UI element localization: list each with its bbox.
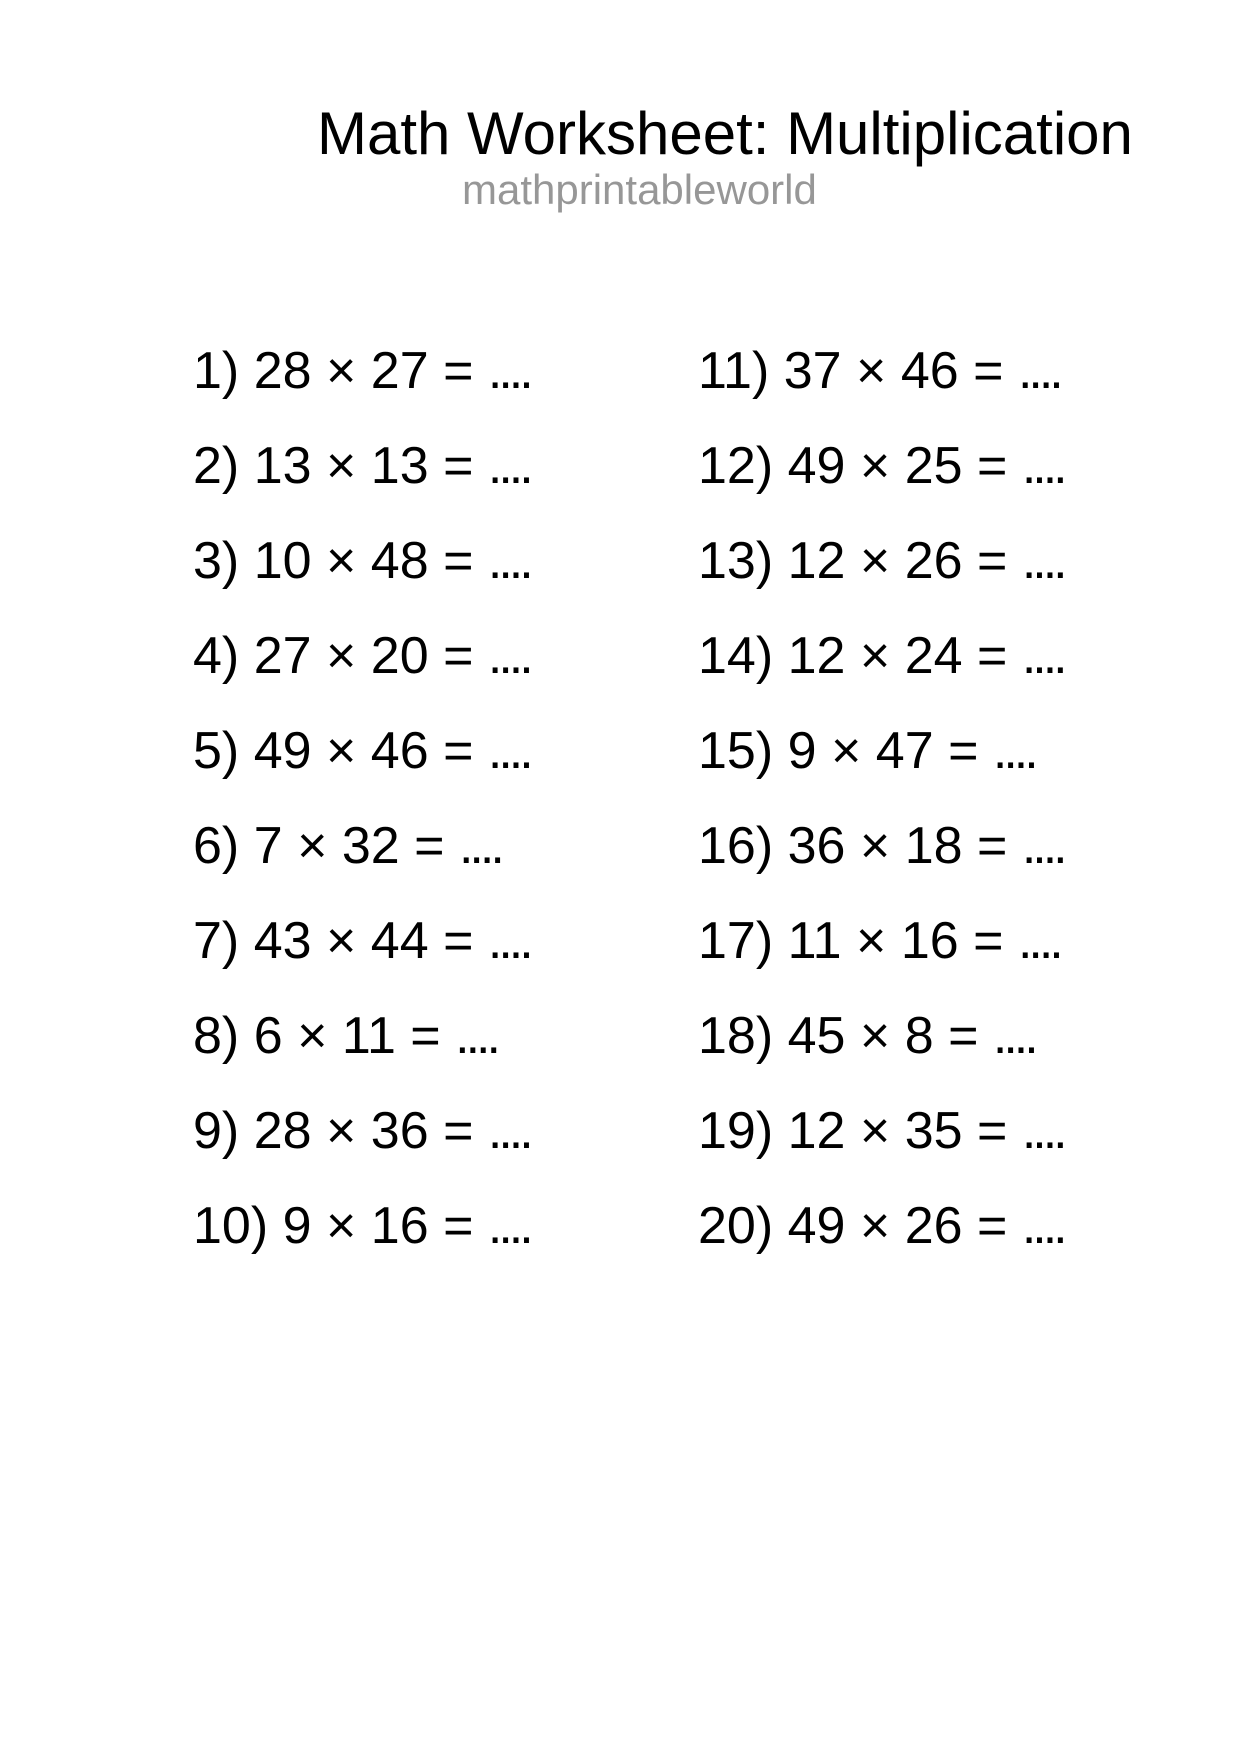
answer-blank-dots: ....	[487, 1197, 530, 1255]
answer-blank-dots: ....	[1021, 1197, 1064, 1255]
answer-blank-dots: ....	[1017, 342, 1060, 400]
problem-number: 5)	[193, 722, 240, 780]
problem-expression: 12 × 24 =	[773, 627, 1022, 685]
problem-row	[193, 419, 530, 514]
problem-expression: 28 × 27 =	[239, 342, 488, 400]
problem-number: 19)	[698, 1102, 774, 1160]
problem-row	[698, 1179, 1064, 1274]
problem-row	[698, 1084, 1064, 1179]
problem-expression: 49 × 26 =	[773, 1197, 1022, 1255]
problem-row	[698, 799, 1064, 894]
answer-blank-dots: ....	[1017, 912, 1060, 970]
answer-blank-dots: ....	[1021, 1102, 1064, 1160]
problem-row	[193, 1084, 530, 1179]
problem-expression: 6 × 11 =	[239, 1007, 456, 1065]
problem-row	[193, 1179, 530, 1274]
worksheet-title: Math Worksheet: Multiplication	[317, 100, 1133, 167]
problem-number: 9)	[193, 1102, 240, 1160]
answer-blank-dots: ....	[992, 722, 1035, 780]
problem-expression: 7 × 32 =	[239, 817, 459, 875]
problem-expression: 13 × 13 =	[239, 437, 488, 495]
problem-expression: 37 × 46 =	[769, 342, 1018, 400]
problem-expression: 12 × 26 =	[773, 532, 1022, 590]
problem-expression: 10 × 48 =	[239, 532, 488, 590]
problem-number: 16)	[698, 817, 774, 875]
problem-number: 3)	[193, 532, 240, 590]
answer-blank-dots: ....	[1021, 817, 1064, 875]
problems-column-left	[193, 324, 530, 1274]
problem-expression: 28 × 36 =	[239, 1102, 488, 1160]
problem-row	[698, 324, 1064, 419]
problem-number: 10)	[193, 1197, 269, 1255]
problem-number: 8)	[193, 1007, 240, 1065]
problem-row	[193, 894, 530, 989]
problem-row	[193, 609, 530, 704]
problem-expression: 49 × 46 =	[239, 722, 488, 780]
problem-number: 4)	[193, 627, 240, 685]
answer-blank-dots: ....	[458, 817, 501, 875]
problem-row	[193, 704, 530, 799]
problem-number: 7)	[193, 912, 240, 970]
answer-blank-dots: ....	[487, 627, 530, 685]
answer-blank-dots: ....	[487, 342, 530, 400]
problem-row	[698, 419, 1064, 514]
problem-row	[698, 894, 1064, 989]
answer-blank-dots: ....	[487, 437, 530, 495]
answer-blank-dots: ....	[1021, 437, 1064, 495]
problem-expression: 9 × 16 =	[268, 1197, 488, 1255]
problem-row	[193, 324, 530, 419]
problem-number: 12)	[698, 437, 774, 495]
problem-number: 17)	[698, 912, 774, 970]
problem-number: 13)	[698, 532, 774, 590]
problem-row	[193, 514, 530, 609]
answer-blank-dots: ....	[487, 532, 530, 590]
problem-number: 14)	[698, 627, 774, 685]
problem-number: 1)	[193, 342, 240, 400]
problem-expression: 27 × 20 =	[239, 627, 488, 685]
problem-row	[698, 989, 1064, 1084]
problem-expression: 45 × 8 =	[773, 1007, 993, 1065]
problem-row	[698, 609, 1064, 704]
problem-number: 20)	[698, 1197, 774, 1255]
answer-blank-dots: ....	[992, 1007, 1035, 1065]
problem-expression: 11 × 16 =	[773, 912, 1018, 970]
problem-expression: 12 × 35 =	[773, 1102, 1022, 1160]
answer-blank-dots: ....	[487, 1102, 530, 1160]
problems-column-right	[698, 324, 1064, 1274]
problem-row	[193, 989, 530, 1084]
worksheet-subtitle: mathprintableworld	[462, 166, 817, 213]
answer-blank-dots: ....	[1021, 627, 1064, 685]
answer-blank-dots: ....	[455, 1007, 497, 1065]
problem-expression: 9 × 47 =	[773, 722, 993, 780]
problem-row	[698, 514, 1064, 609]
problem-number: 15)	[698, 722, 774, 780]
answer-blank-dots: ....	[487, 912, 530, 970]
problem-number: 2)	[193, 437, 240, 495]
problem-number: 11)	[698, 342, 770, 400]
problem-number: 18)	[698, 1007, 774, 1065]
problem-expression: 43 × 44 =	[239, 912, 488, 970]
answer-blank-dots: ....	[487, 722, 530, 780]
problem-number: 6)	[193, 817, 240, 875]
problem-row	[193, 799, 530, 894]
problem-expression: 49 × 25 =	[773, 437, 1022, 495]
problem-expression: 36 × 18 =	[773, 817, 1022, 875]
answer-blank-dots: ....	[1021, 532, 1064, 590]
problem-row	[698, 704, 1064, 799]
